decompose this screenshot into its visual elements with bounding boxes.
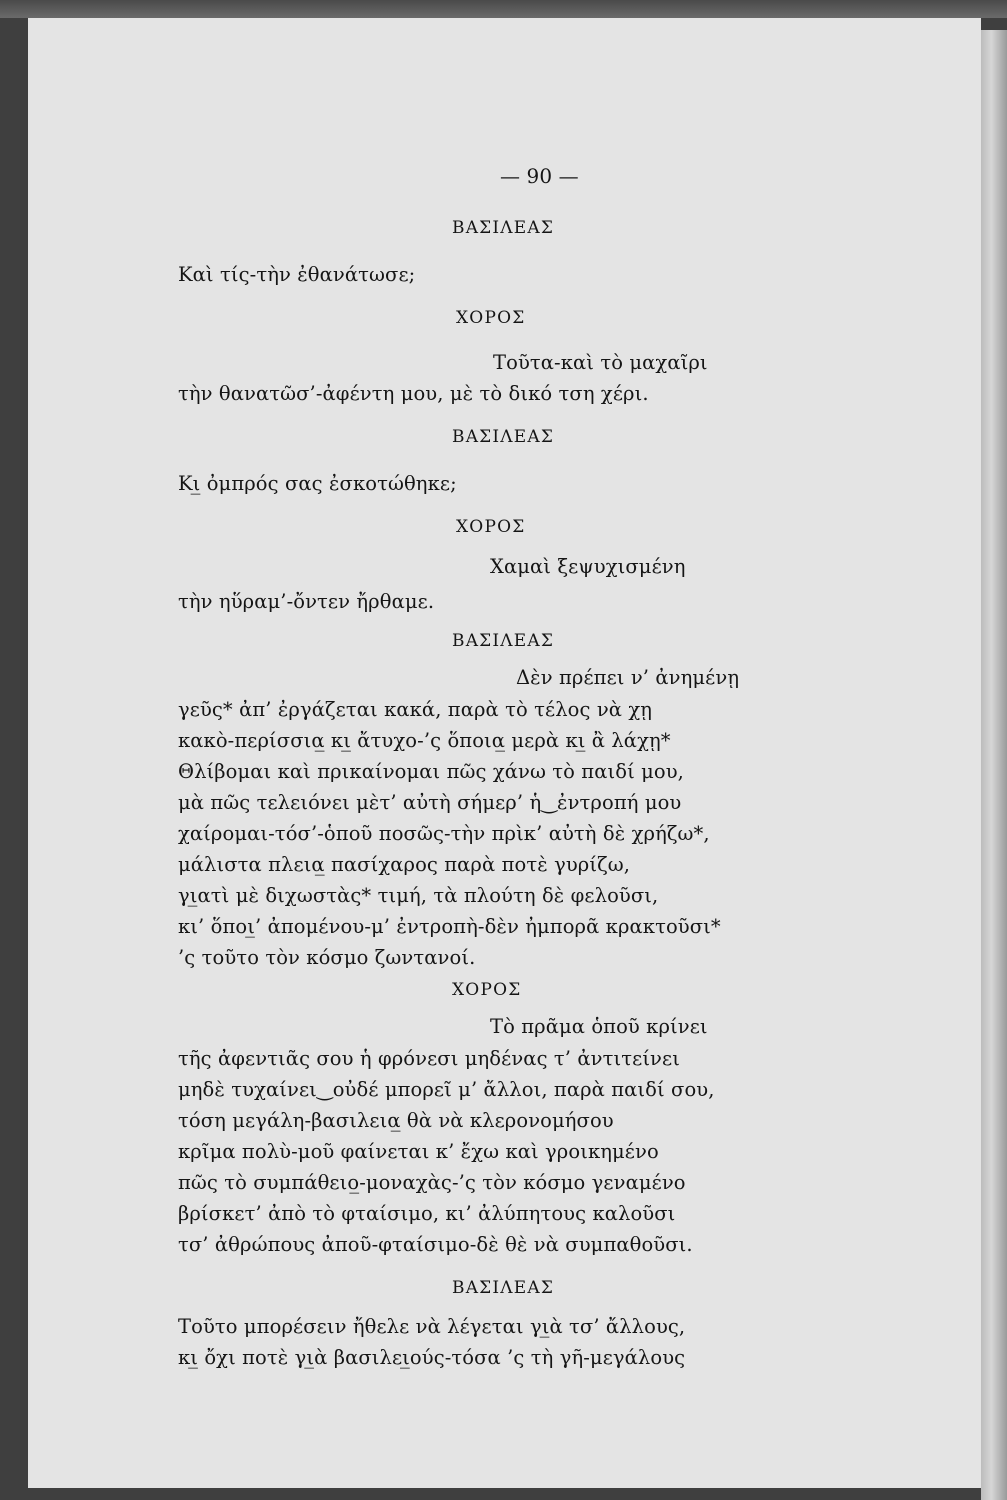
verse-line: τὴν ηὕραμ’-ὄντεν ἤρθαμε. (178, 590, 435, 613)
page-right-edge (981, 30, 1007, 1500)
verse-line: Τοῦτα-καὶ τὸ μαχαῖρι (493, 351, 708, 374)
verse-line: γι̲ατὶ μὲ διχωστὰς* τιμή, τὰ πλούτη δὲ φελοῦσι, (178, 884, 659, 907)
speaker-label: ΒΑΣΙΛΕΑΣ (452, 218, 555, 238)
scan-top-edge (0, 0, 1007, 18)
page-number: — 90 — (500, 164, 579, 188)
speaker-label: ΒΑΣΙΛΕΑΣ (452, 427, 555, 447)
verse-line: Καὶ τίς-τὴν ἐθανάτωσε; (178, 263, 416, 286)
speaker-label: ΧΟΡΟΣ (456, 308, 526, 328)
verse-line: τόση μεγάλη-βασιλεια̲ θὰ νὰ κλερονομήσου (178, 1109, 614, 1132)
verse-line: χαίρομαι-τόσ’-ὁποῦ ποσῶς-τὴν πρὶκ’ αὐτὴ δὲ χρήζω*, (178, 822, 710, 845)
verse-line: Θλίβομαι καὶ πρικαίνομαι πῶς χάνω τὸ παιδί μου, (178, 760, 684, 783)
verse-line: μηδὲ τυχαίνει‿οὐδέ μπορεῖ μ’ ἄλλοι, παρὰ παιδί σου, (178, 1078, 715, 1101)
verse-line: πῶς τὸ συμπάθειο̲-μοναχὰς-’ς τὸν κόσμο γεναμένο (178, 1171, 686, 1194)
verse-line: κρῖμα πολὺ-μοῦ φαίνεται κ’ ἔχω καὶ γροικημένο (178, 1140, 659, 1163)
verse-line: μὰ πῶς τελειόνει μὲτ’ αὐτὴ σήμερ’ ἡ‿ἐντροπή μου (178, 791, 682, 814)
verse-line: κι’ ὅποι̲’ ἀπομένου-μ’ ἐντροπὴ-δὲν ἠμπορᾶ κρακτοῦσι* (178, 915, 721, 938)
verse-line: τσ’ ἀθρώπους ἀποῦ-φταίσιμο-δὲ θὲ νὰ συμπαθοῦσι. (178, 1233, 693, 1256)
verse-line: κακὸ-περίσσια̲ κι̲ ἄτυχο-’ς ὅποια̲ μερὰ κι̲ ἂ λάχῃ* (178, 729, 671, 752)
speaker-label: ΒΑΣΙΛΕΑΣ (452, 631, 555, 651)
verse-line: τῆς ἀφεντιᾶς σου ἡ φρόνεσι μηδένας τ’ ἀντιτείνει (178, 1047, 680, 1070)
speaker-label: ΧΟΡΟΣ (456, 517, 526, 537)
verse-line: Κι̲ ὀμπρός σας ἐσκοτώθηκε; (178, 472, 457, 495)
verse-line: μάλιστα πλεια̲ πασίχαρος παρὰ ποτὲ γυρίζω, (178, 853, 631, 876)
verse-line: Τὸ πρᾶμα ὁποῦ κρίνει (490, 1015, 708, 1038)
book-page (28, 18, 981, 1488)
verse-line: βρίσκετ’ ἀπὸ τὸ φταίσιμο, κι’ ἀλύπητους καλοῦσι (178, 1202, 676, 1225)
speaker-label: ΧΟΡΟΣ (452, 980, 522, 1000)
verse-line: Τοῦτο μπορέσειν ἤθελε νὰ λέγεται γι̲ὰ τσ’ ἄλλους, (178, 1315, 686, 1338)
verse-line: Χαμαὶ ξεψυχισμένη (490, 555, 686, 578)
speaker-label: ΒΑΣΙΛΕΑΣ (452, 1278, 555, 1298)
verse-line: Δὲν πρέπει ν’ ἀνημένῃ (516, 666, 740, 689)
verse-line: γεῦς* ἀπ’ ἐργάζεται κακά, παρὰ τὸ τέλος νὰ χῃ (178, 698, 653, 721)
verse-line: κι̲ ὄχι ποτὲ γι̲ὰ βασιλει̲ούς-τόσα ’ς τὴ γῆ-μεγάλους (178, 1346, 686, 1369)
verse-line: τὴν θανατῶσ’-ἀφέντη μου, μὲ τὸ δικό τση χέρι. (178, 382, 649, 405)
verse-line: ’ς τοῦτο τὸν κόσμο ζωντανοί. (178, 946, 476, 969)
